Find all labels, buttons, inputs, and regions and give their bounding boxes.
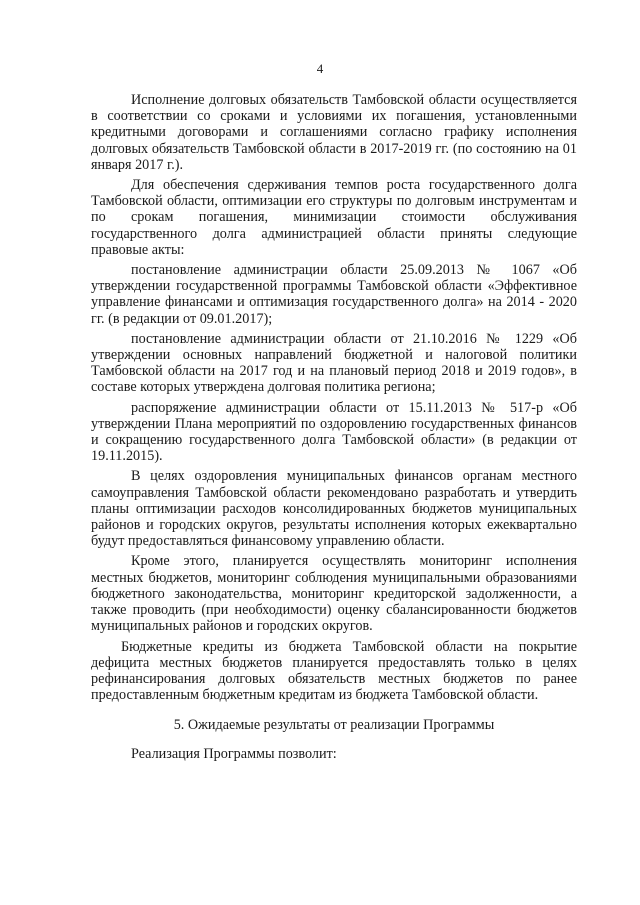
document-body xyxy=(91,92,577,766)
section-heading: 5. Ожидаемые результаты от реализации Программы xyxy=(173,717,495,734)
page-number: 4 xyxy=(316,61,324,76)
paragraph-monitoring: Кроме этого, планируется осуществлять мониторинг исполнения местных бюджетов, мониторинг соблюдения муниципальными образованиями бюджетного законодательства, мониторинг кредиторской задолженности, а также проводить (при необходимости) оценку сбалансированности бюджетов муниципальных районов и городских округов. xyxy=(91,553,577,635)
paragraph-budget-credits: Бюджетные кредиты из бюджета Тамбовской области на покрытие дефицита местных бюджетов планируется предоставлять только в целях рефинансирования долговых обязательств местных бюджетов по ранее предоставленным бюджетным кредитам из бюджета Тамбовской области. xyxy=(91,638,577,704)
closing-line: Реализация Программы позволит: xyxy=(131,745,337,762)
paragraph-act-1067: постановление администрации области 25.09.2013 № 1067 «Об утверждении государственной программы Тамбовской области «Эффективное управление финансами и оптимизация государственного долга» на 2014 - 2020 гг. (в редакции от 09.01.2017); xyxy=(91,262,577,327)
paragraph-legal-acts-intro: Для обеспечения сдерживания темпов роста государственного долга Тамбовской области, оптимизации его структуры по долговым инструментам и по срокам погашения, минимизации стоимости обслуживания государственного долга администрацией области приняты следующие правовые акты: xyxy=(91,177,577,258)
paragraph-municipal-finance: В целях оздоровления муниципальных финансов органам местного самоуправления Тамбовской области рекомендовано разработать и утвердить планы оптимизации расходов консолидированных бюджетов муниципальных районов и городских округов, результаты исполнения которых ежеквартально будут предоставляться финансовому управлению области. xyxy=(91,468,577,550)
paragraph-debt-execution: Исполнение долговых обязательств Тамбовской области осуществляется в соответствии со сроками и условиями их погашения, установленными кредитными договорами и соглашениями согласно графику исполнения долговых обязательств Тамбовской области в 2017-2019 гг. (по состоянию на 01 января 2017 г.). xyxy=(91,92,577,173)
paragraph-act-1229: постановление администрации области от 21.10.2016 № 1229 «Об утверждении основных направлений бюджетной и налоговой политики Тамбовской области на 2017 год и на плановый период 2018 и 2019 годов», в составе которых утверждена долговая политика региона; xyxy=(91,330,577,396)
paragraph-act-517: распоряжение администрации области от 15.11.2013 № 517-р «Об утверждении Плана мероприятий по оздоровлению государственных финансов и сокращению государственного долга Тамбовской области» (в редакции от 19.11.2015). xyxy=(91,399,577,465)
